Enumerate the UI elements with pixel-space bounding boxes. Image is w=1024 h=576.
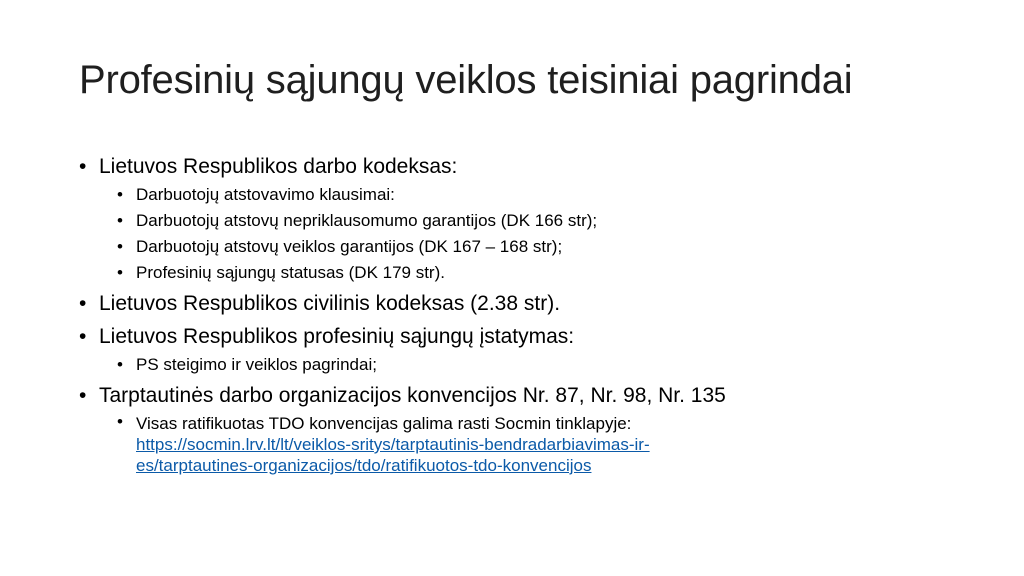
bullet-dot: • xyxy=(117,185,123,204)
sub-bullet-item xyxy=(117,260,959,286)
slide-body xyxy=(79,152,959,476)
bullet-item xyxy=(79,289,959,319)
bullet-dot: • xyxy=(79,325,87,348)
tdo-conventions-link[interactable] xyxy=(136,434,959,476)
sub-bullet-text: Profesinių sąjungų statusas (DK 179 str). xyxy=(136,263,445,282)
bullet-item xyxy=(79,381,959,411)
bullet-text: Lietuvos Respublikos profesinių sąjungų įstatymas: xyxy=(99,325,575,348)
bullet-dot: • xyxy=(79,155,87,178)
bullet-dot: • xyxy=(117,211,123,230)
bullet-dot: • xyxy=(117,237,123,256)
bullet-dot: • xyxy=(117,355,123,374)
bullet-text: Tarptautinės darbo organizacijos konvencijos Nr. 87, Nr. 98, Nr. 135 xyxy=(99,384,726,407)
sub-bullet-text: Darbuotojų atstovų nepriklausomumo garantijos (DK 166 str); xyxy=(136,211,598,230)
sub-bullet-item xyxy=(117,208,959,234)
sub-bullet-text: PS steigimo ir veiklos pagrindai; xyxy=(136,355,377,374)
sub-bullet-item xyxy=(117,411,959,476)
sub-bullet-text: Darbuotojų atstovų veiklos garantijos (DK 167 – 168 str); xyxy=(136,237,563,256)
bullet-text: Lietuvos Respublikos civilinis kodeksas (2.38 str). xyxy=(99,292,561,315)
sub-bullet-item xyxy=(117,182,959,208)
bullet-dot: • xyxy=(117,263,123,282)
sub-bullet-item xyxy=(117,234,959,260)
slide-title: Profesinių sąjungų veiklos teisiniai pagrindai xyxy=(79,58,853,102)
bullet-dot: • xyxy=(79,384,87,407)
link-line-2[interactable]: es/tarptautines-organizacijos/tdo/ratifikuotos-tdo-konvencijos xyxy=(136,456,592,475)
bullet-dot: • xyxy=(117,412,123,431)
sub-bullet-item xyxy=(117,352,959,378)
bullet-item xyxy=(79,152,959,182)
bullet-dot: • xyxy=(79,292,87,315)
sub-bullet-text: Visas ratifikuotas TDO konvencijas galima rasti Socmin tinklapyje: xyxy=(136,414,632,433)
sub-bullet-text: Darbuotojų atstovavimo klausimai: xyxy=(136,185,395,204)
link-line-1[interactable]: https://socmin.lrv.lt/lt/veiklos-sritys/tarptautinis-bendradarbiavimas-ir- xyxy=(136,435,650,454)
bullet-item xyxy=(79,322,959,352)
bullet-text: Lietuvos Respublikos darbo kodeksas: xyxy=(99,155,458,178)
